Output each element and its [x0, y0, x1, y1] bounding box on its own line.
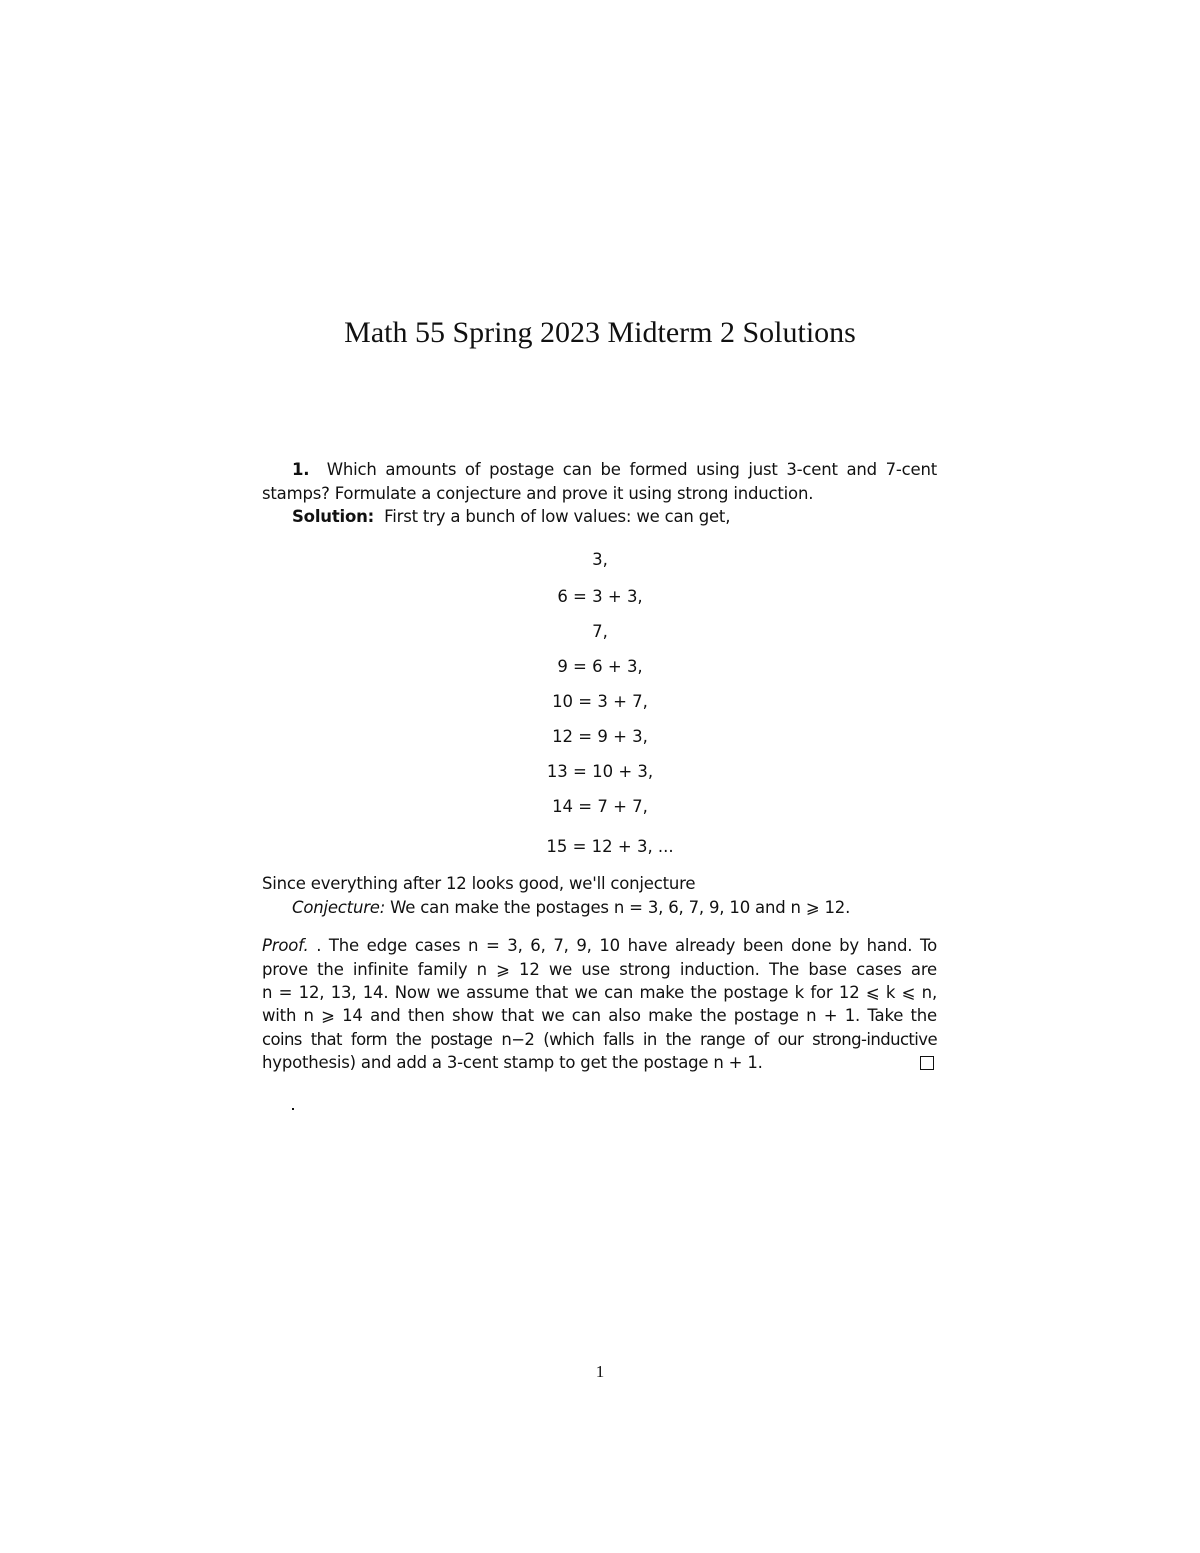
proof-line-3: n = 12, 13, 14. Now we assume that we can make the postage k for 12 ⩽ k ⩽ n, [262, 983, 937, 1002]
equation: 15 = 12 + 3, ... [546, 837, 674, 856]
equation: 3, [592, 550, 608, 569]
proof-label: Proof. [262, 936, 309, 955]
solution-intro [262, 506, 937, 528]
problem-text: Which amounts of postage can be formed using just 3-cent and 7-cent [326, 460, 937, 479]
document-title: Math 55 Spring 2023 Midterm 2 Solutions [344, 316, 856, 349]
proof-line-6: hypothesis) and add a 3-cent stamp to get the postage n + 1. [262, 1053, 763, 1072]
proof-line-5: coins that form the postage n−2 (which falls in the range of our strong-inductive [262, 1030, 937, 1049]
solution-label: Solution: [292, 507, 375, 526]
proof-text: . The edge cases n = 3, 6, 7, 9, 10 have already been done by hand. To [316, 936, 937, 955]
since-line: Since everything after 12 looks good, we'll conjecture [262, 874, 696, 893]
proof-line-4: with n ⩾ 14 and then show that we can also make the postage n + 1. Take the [262, 1006, 937, 1025]
page-number: 1 [595, 1362, 605, 1381]
proof-line-2: prove the infinite family n ⩾ 12 we use strong induction. The base cases are [262, 960, 937, 979]
conjecture-label: Conjecture: [292, 898, 386, 917]
equation: 14 = 7 + 7, [552, 797, 648, 816]
equation: 13 = 10 + 3, [546, 762, 654, 781]
problem-line-1 [262, 459, 937, 481]
conjecture-text: We can make the postages n = 3, 6, 7, 9, 10 and n ⩾ 12. [390, 898, 851, 917]
equation: 10 = 3 + 7, [552, 692, 648, 711]
stray-dot [292, 1108, 294, 1110]
equation: 7, [592, 622, 608, 641]
equation: 6 = 3 + 3, [557, 587, 643, 606]
qed-square-icon [920, 1056, 934, 1070]
problem-number: 1. [292, 460, 310, 479]
equation: 12 = 9 + 3, [552, 727, 648, 746]
problem-line-2: stamps? Formulate a conjecture and prove it using strong induction. [262, 484, 814, 503]
conjecture [262, 897, 937, 919]
solution-intro-text: First try a bunch of low values: we can get, [384, 507, 731, 526]
equation: 9 = 6 + 3, [557, 657, 643, 676]
proof-line-1 [262, 935, 937, 957]
